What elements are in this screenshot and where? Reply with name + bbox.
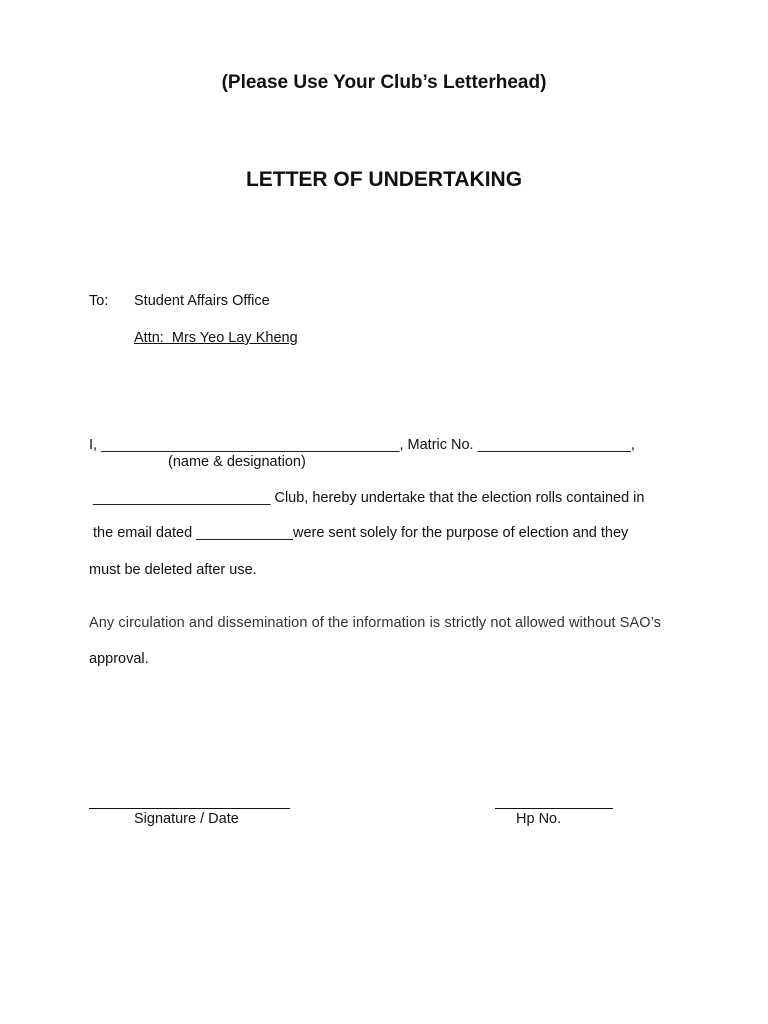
hp-number-line <box>495 808 613 809</box>
email-dated-line: the email dated ____________were sent solely for the purpose of election and they <box>89 525 629 541</box>
recipient-name: Student Affairs Office <box>134 293 270 309</box>
hp-number-label: Hp No. <box>516 811 562 827</box>
name-designation-caption: (name & designation) <box>168 454 306 470</box>
to-label: To: <box>89 293 109 309</box>
club-undertaking-line: ______________________ Club, hereby undertake that the election rolls contained in <box>89 490 645 506</box>
approval-line: approval. <box>89 651 149 667</box>
signature-date-label: Signature / Date <box>134 811 239 827</box>
deletion-line: must be deleted after use. <box>89 562 257 578</box>
attention-line: Attn: Mrs Yeo Lay Kheng <box>134 330 298 346</box>
signature-date-line <box>89 808 290 809</box>
circulation-restriction-line: Any circulation and dissemination of the information is strictly not allowed without SAO’s <box>89 615 662 631</box>
name-matric-line: I, _____________________________________, Matric No. ___________________, <box>89 437 635 453</box>
letterhead-instruction: (Please Use Your Club’s Letterhead) <box>221 72 547 93</box>
document-title: LETTER OF UNDERTAKING <box>245 168 523 191</box>
